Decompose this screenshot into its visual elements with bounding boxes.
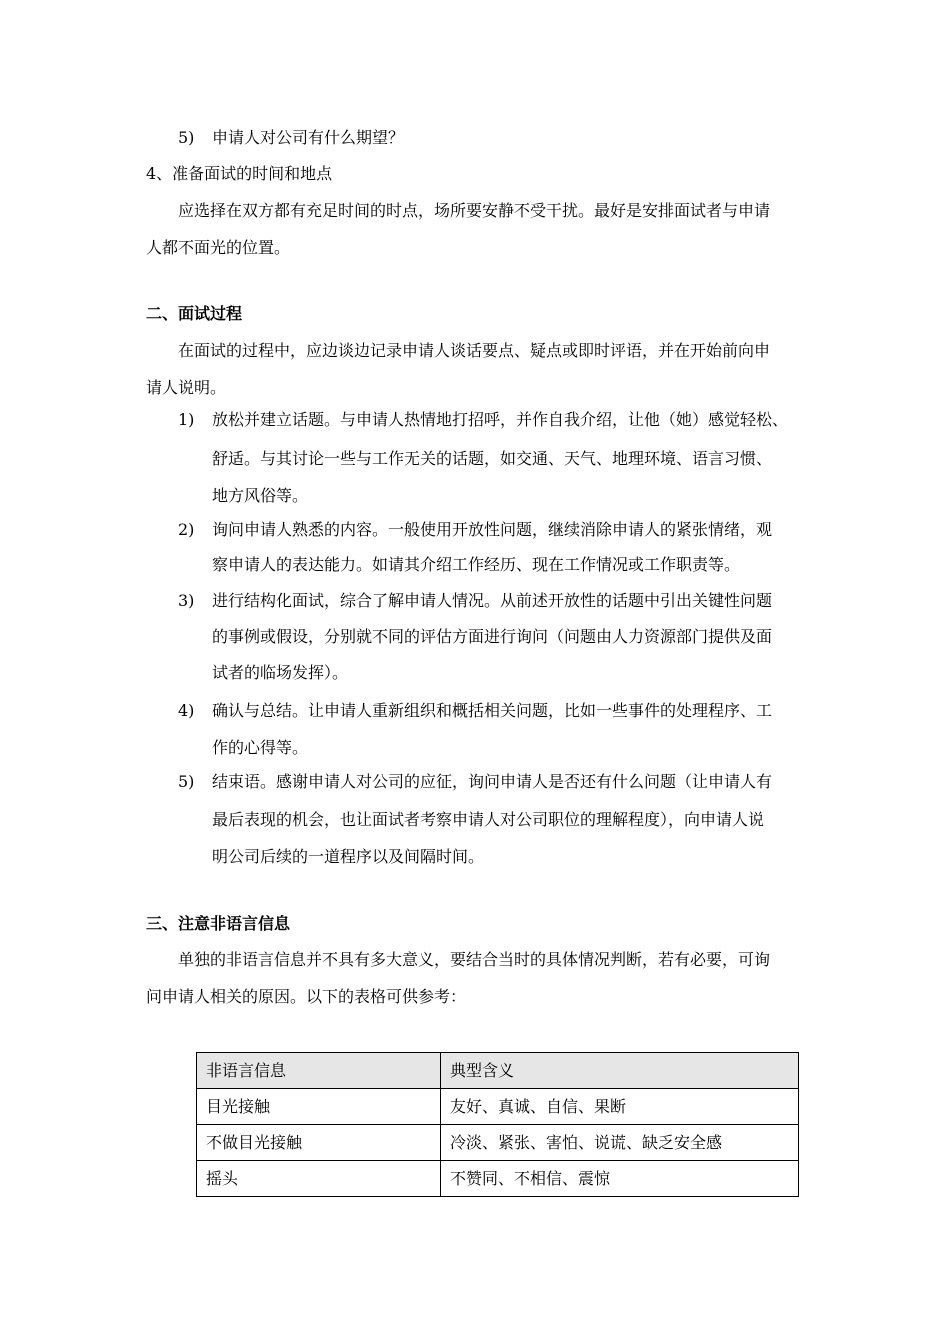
table-cell: 摇头 (197, 1161, 441, 1197)
table-header-row (197, 1053, 799, 1089)
list-number: 1) (178, 410, 195, 429)
paragraph-line: 应选择在双方都有充足时间的时点，场所要安静不受干扰。最好是安排面试者与申请 (178, 201, 771, 220)
list-number: 5) (178, 772, 195, 791)
list-item-line: 明公司后续的一道程序以及间隔时间。 (212, 847, 485, 866)
list-item-line: 询问申请人熟悉的内容。一般使用开放性问题，继续消除申请人的紧张情绪，观 (212, 520, 773, 539)
list-item-line: 察申请人的表达能力。如请其介绍工作经历、现在工作情况或工作职责等。 (212, 555, 741, 574)
list-number: 3) (178, 591, 195, 610)
table-cell: 不赞同、不相信、震惊 (441, 1161, 799, 1197)
table-cell: 目光接触 (197, 1089, 441, 1125)
paragraph-line: 请人说明。 (146, 378, 227, 397)
table-header-cell: 非语言信息 (197, 1053, 441, 1089)
table-cell: 冷淡、紧张、害怕、说谎、缺乏安全感 (441, 1125, 799, 1161)
list-item-line: 的事例或假设，分别就不同的评估方面进行询问（问题由人力资源部门提供及面 (212, 627, 773, 646)
list-item-line: 放松并建立话题。与申请人热情地打招呼，并作自我介绍，让他（她）感觉轻松、 (212, 410, 789, 429)
list-item-line: 试者的临场发挥）。 (212, 663, 349, 682)
paragraph-line: 人都不面光的位置。 (146, 238, 291, 257)
table-header-cell: 典型含义 (441, 1053, 799, 1089)
table-row (197, 1125, 799, 1161)
section-heading: 二、面试过程 (146, 304, 243, 323)
list-item-line: 地方风俗等。 (212, 486, 309, 505)
list-item-text: 申请人对公司有什么期望？ (212, 128, 405, 147)
section-subheading: 4、准备面试的时间和地点 (146, 164, 333, 183)
list-item-line: 结束语。感谢申请人对公司的应征，询问申请人是否还有什么问题（让申请人有 (212, 772, 773, 791)
list-number: 2) (178, 520, 195, 539)
table-cell: 友好、真诚、自信、果断 (441, 1089, 799, 1125)
list-item-line: 进行结构化面试，综合了解申请人情况。从前述开放性的话题中引出关键性问题 (212, 591, 773, 610)
paragraph-line: 单独的非语言信息并不具有多大意义，要结合当时的具体情况判断，若有必要，可询 (178, 950, 771, 969)
nonverbal-table (196, 1052, 799, 1197)
paragraph-line: 问申请人相关的原因。以下的表格可供参考： (146, 987, 467, 1006)
section-heading: 三、注意非语言信息 (146, 914, 291, 933)
list-item-line: 最后表现的机会，也让面试者考察申请人对公司职位的理解程度），向申请人说 (212, 810, 765, 829)
list-item-line: 舒适。与其讨论一些与工作无关的话题，如交通、天气、地理环境、语言习惯、 (212, 449, 773, 468)
table-row (197, 1161, 799, 1197)
list-item-line: 作的心得等。 (212, 738, 309, 757)
list-item-line: 确认与总结。让申请人重新组织和概括相关问题，比如一些事件的处理程序、工 (212, 701, 773, 720)
table-cell: 不做目光接触 (197, 1125, 441, 1161)
list-number: 4) (178, 701, 195, 720)
table-row (197, 1089, 799, 1125)
paragraph-line: 在面试的过程中，应边谈边记录申请人谈话要点、疑点或即时评语，并在开始前向申 (178, 341, 771, 360)
list-number: 5) (178, 128, 195, 147)
